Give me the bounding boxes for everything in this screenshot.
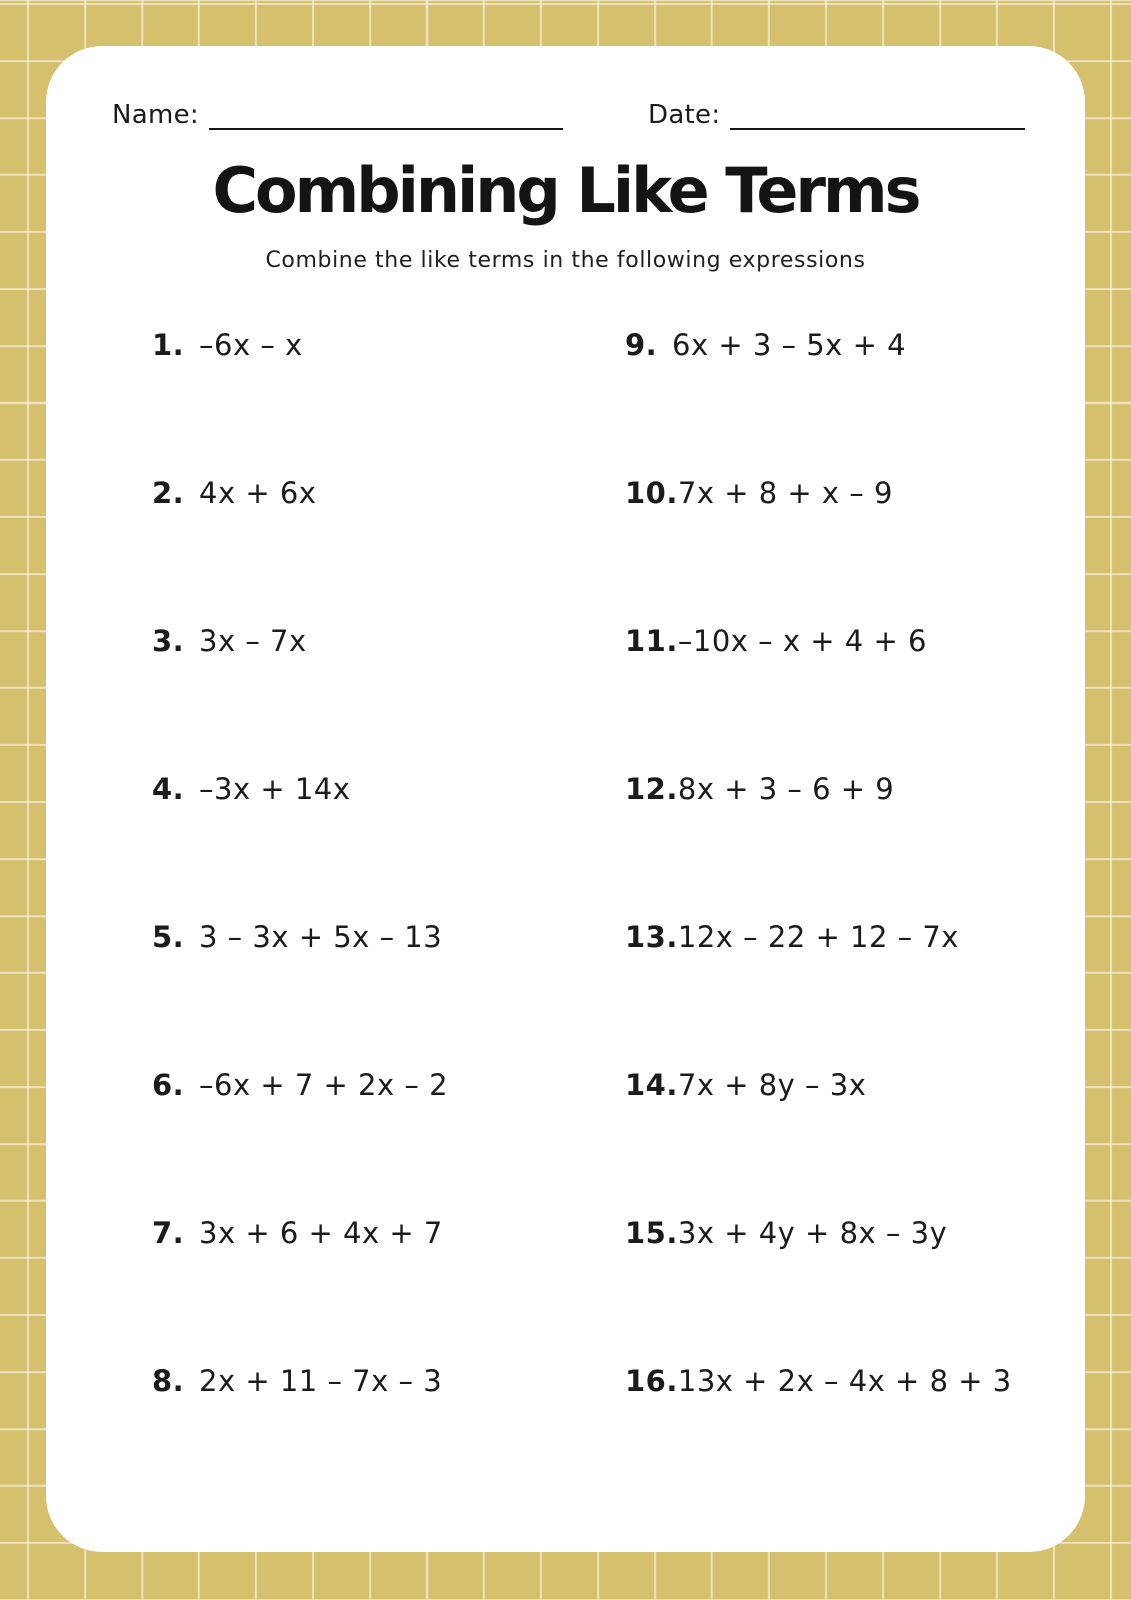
problem-expression: 2x + 11 – 7x – 3 bbox=[199, 1364, 443, 1398]
problem-expression: –6x + 7 + 2x – 2 bbox=[199, 1068, 449, 1102]
problem-number: 12. bbox=[625, 772, 678, 806]
page-title: Combining Like Terms bbox=[212, 154, 919, 227]
problem-item-5 bbox=[152, 863, 625, 1011]
problem-number: 13. bbox=[625, 920, 678, 954]
problem-number: 6. bbox=[152, 1068, 185, 1102]
problem-item-8 bbox=[152, 1307, 625, 1455]
name-field bbox=[112, 98, 563, 130]
name-label: Name: bbox=[112, 100, 199, 130]
problem-number: 7. bbox=[152, 1216, 185, 1250]
problems-grid bbox=[46, 271, 1085, 1455]
problem-number: 10. bbox=[625, 476, 678, 510]
problem-expression: –6x – x bbox=[199, 328, 303, 362]
problem-expression: 13x + 2x – 4x + 8 + 3 bbox=[677, 1364, 1012, 1398]
problem-number: 11. bbox=[625, 624, 678, 658]
problem-number: 14. bbox=[625, 1068, 678, 1102]
problem-number: 5. bbox=[152, 920, 185, 954]
problem-item-6 bbox=[152, 1011, 625, 1159]
problem-item-9 bbox=[625, 271, 1085, 419]
problem-item-7 bbox=[152, 1159, 625, 1307]
problem-number: 8. bbox=[152, 1364, 185, 1398]
problem-item-1 bbox=[152, 271, 625, 419]
date-blank-line bbox=[730, 98, 1025, 130]
name-blank-line bbox=[209, 98, 563, 130]
problem-expression: 7x + 8y – 3x bbox=[677, 1068, 867, 1102]
problem-item-12 bbox=[625, 715, 1085, 863]
problem-number: 16. bbox=[625, 1364, 678, 1398]
problem-item-15 bbox=[625, 1159, 1085, 1307]
problem-expression: 12x – 22 + 12 – 7x bbox=[677, 920, 959, 954]
problem-item-14 bbox=[625, 1011, 1085, 1159]
problem-number: 2. bbox=[152, 476, 185, 510]
problem-item-16 bbox=[625, 1307, 1085, 1455]
problem-expression: –10x – x + 4 + 6 bbox=[677, 624, 927, 658]
problem-item-13 bbox=[625, 863, 1085, 1011]
date-label: Date: bbox=[648, 100, 721, 130]
page-subtitle: Combine the like terms in the following expressions bbox=[265, 248, 866, 273]
problem-number: 15. bbox=[625, 1216, 678, 1250]
problem-expression: –3x + 14x bbox=[199, 772, 351, 806]
problem-expression: 7x + 8 + x – 9 bbox=[677, 476, 893, 510]
problem-expression: 3 – 3x + 5x – 13 bbox=[199, 920, 443, 954]
problem-expression: 6x + 3 – 5x + 4 bbox=[672, 328, 907, 362]
date-field bbox=[648, 98, 1025, 130]
problem-number: 1. bbox=[152, 328, 185, 362]
problem-expression: 3x – 7x bbox=[199, 624, 307, 658]
problem-item-11 bbox=[625, 567, 1085, 715]
problem-item-4 bbox=[152, 715, 625, 863]
problem-item-3 bbox=[152, 567, 625, 715]
problem-expression: 3x + 4y + 8x – 3y bbox=[677, 1216, 948, 1250]
problem-expression: 4x + 6x bbox=[199, 476, 317, 510]
problem-item-10 bbox=[625, 419, 1085, 567]
problem-number: 9. bbox=[625, 328, 658, 362]
problem-number: 3. bbox=[152, 624, 185, 658]
problem-expression: 8x + 3 – 6 + 9 bbox=[677, 772, 895, 806]
problem-number: 4. bbox=[152, 772, 185, 806]
worksheet-panel bbox=[46, 46, 1085, 1552]
problem-expression: 3x + 6 + 4x + 7 bbox=[199, 1216, 443, 1250]
problem-item-2 bbox=[152, 419, 625, 567]
